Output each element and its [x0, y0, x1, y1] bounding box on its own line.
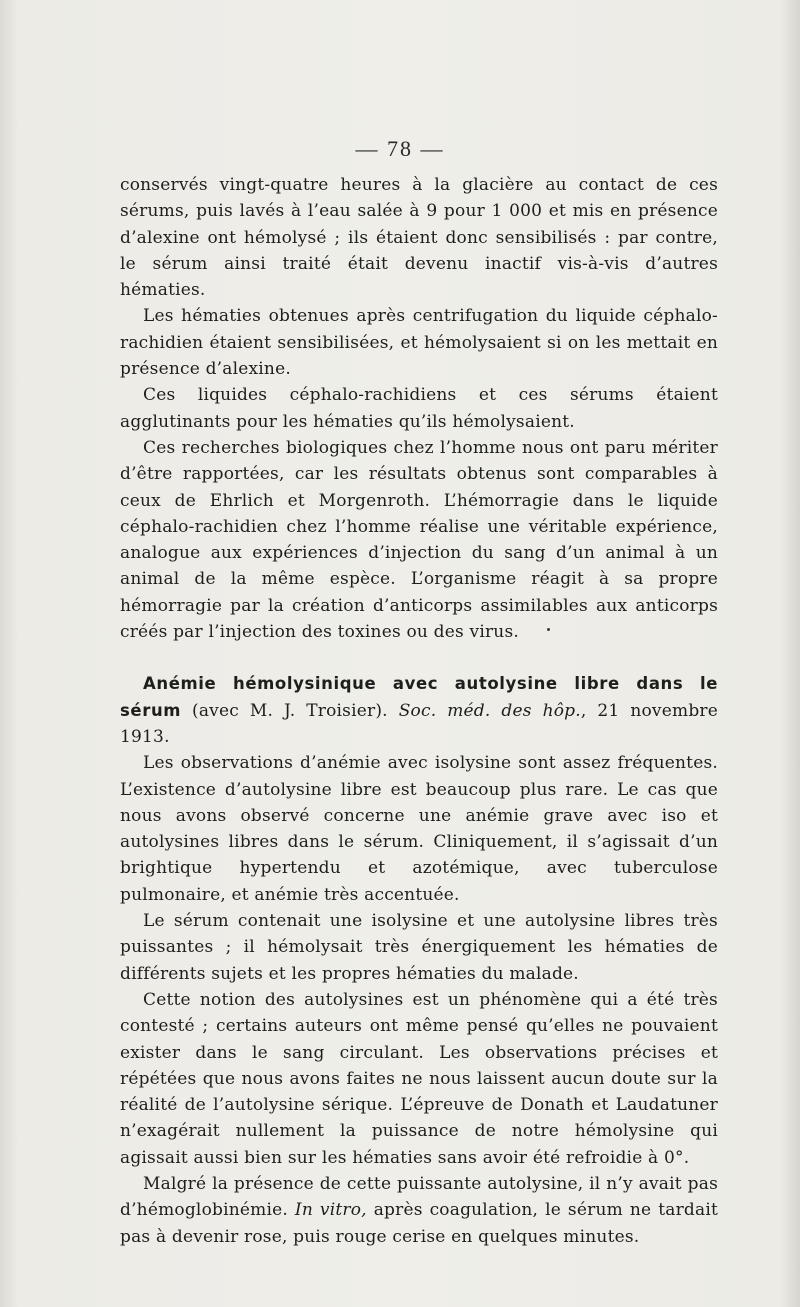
article-section	[120, 671, 718, 1250]
print-speck	[547, 628, 550, 631]
section-date: , 21 novembre 1913.	[120, 700, 718, 747]
paragraph-last-end: après coagulation, le sérum ne tardait pas à devenir rose, puis rouge cerise en quelques minutes.	[120, 1200, 718, 1247]
paragraph-continued: conservés vingt-quatre heures à la glacière au contact de ces sérums, puis lavés à l’eau salée à 9 pour 1 000 et mis en présence d’alexine ont hémolysé ; ils étaient donc sensibilisés : par contre, le sérum ainsi traité était devenu inactif vis-à-vis d’autres hématies.	[120, 175, 718, 301]
paragraph: Cette notion des autolysines est un phénomène qui a été très contesté ; certains auteurs ont même pensé qu’elles ne pouvaient exister dans le sang circulant. Les observations précises et répétées que nous avons faites ne nous laissent aucun doute sur la réalité de l’autolysine sérique. L’épreuve de Donath et Laudatuner n’exagérait nullement la puissance de notre hémolysine qui agissait aussi bien sur les hématies sans avoir été refroidie à 0°.	[120, 989, 718, 1168]
paragraph: Les observations d’anémie avec isolysine sont assez fréquentes. L’existence d’autolysine libre est beaucoup plus rare. Le cas que nous avons observé concerne une anémie grave avec iso et autolysines libres dans le sérum. Cliniquement, il s’agissait d’un brightique hypertendu et azotémique, avec tuberculose pulmonaire, et anémie très accentuée.	[120, 753, 718, 905]
paragraph-last-start: Malgré la présence de cette puissante autolysine, il n’y avait pas d’hémoglobinémie.	[120, 1173, 718, 1221]
page-number: — 78 —	[355, 136, 445, 161]
in-vitro-italic: In vitro,	[294, 1200, 367, 1221]
paragraph: Les hématies obtenues après centrifugation du liquide céphalo-rachidien étaient sensibilisées, et hémolysaient si on les mettait en présence d’alexine.	[120, 306, 718, 380]
section-heading	[120, 671, 718, 750]
section-title: Anémie hémolysinique avec autolysine libre dans le sérum	[120, 674, 718, 720]
page-body	[120, 172, 718, 1250]
paragraph: Ces recherches biologiques chez l’homme nous ont paru mériter d’être rapportées, car les résultats obtenus sont comparables à ceux de Ehrlich et Morgenroth. L’hémorragie dans le liquide céphalo-rachidien chez l’homme réalise une véritable expérience, analogue aux expériences d’injection du sang d’un animal à un animal de la même espèce. L’organisme réagit à sa propre hémorragie par la création d’anticorps assimilables aux anticorps créés par l’injection des toxines ou des virus.	[120, 437, 718, 643]
section-journal: Soc. méd. des hôp.	[398, 700, 581, 721]
section-authors: (avec M. J. Troisier).	[181, 700, 399, 721]
paragraph-last	[120, 1171, 718, 1250]
paragraph: Ces liquides céphalo-rachidiens et ces sérums étaient agglutinants pour les hématies qu’ils hémolysaient.	[120, 385, 718, 432]
paragraph: Le sérum contenait une isolysine et une autolysine libres très puissantes ; il hémolysait très énergiquement les hématies de différents sujets et les propres hématies du malade.	[120, 911, 718, 984]
